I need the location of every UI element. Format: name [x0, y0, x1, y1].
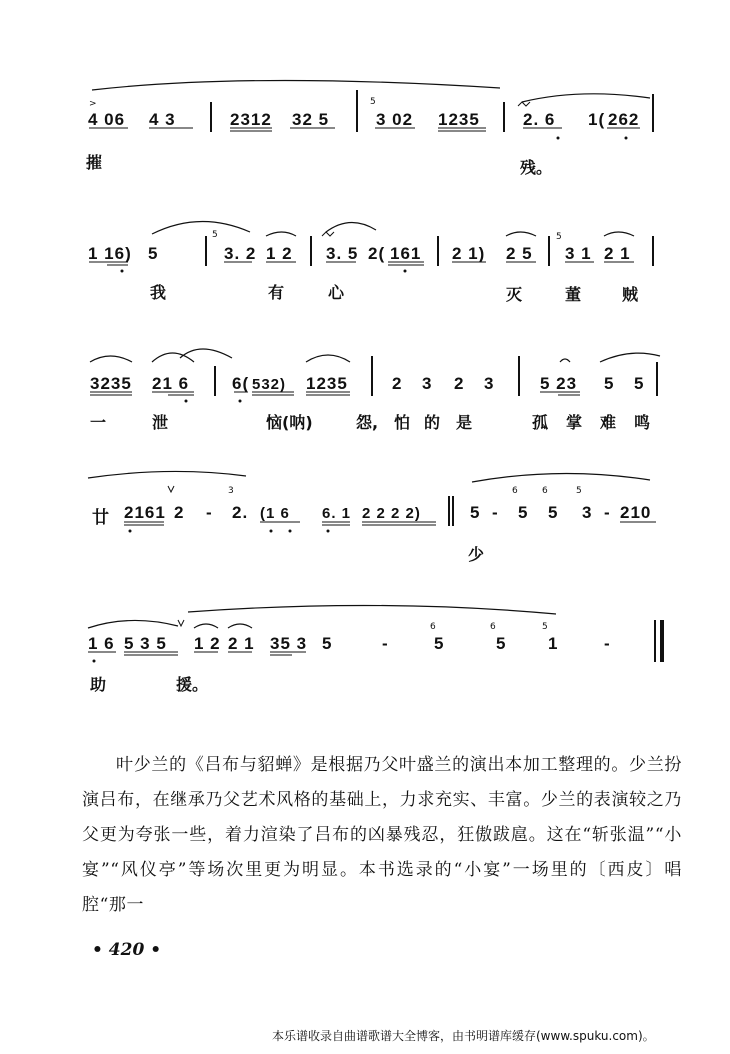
commentary-paragraph: 叶少兰的《吕布与貂蝉》是根据乃父叶盛兰的演出本加工整理的。少兰扮演吕布，在继承乃父艺术风格的基础上，力求充实、丰富。少兰的表演较之乃父更为夸张一些，着力渲染了吕布的凶暴残忍，狂傲跋扈。这在“斩张温”“小宴”“风仪亭”等场次里更为明显。本书选录的“小宴”一场里的〔西皮〕唱腔“那一 [82, 755, 682, 915]
lyric: 有 [268, 283, 285, 302]
notes: 2 [392, 374, 403, 393]
notes: 3 [582, 503, 593, 522]
grace-note: 6 [512, 486, 518, 496]
lyric: 心 [328, 283, 345, 302]
notes: 3. 5 [326, 244, 359, 263]
notes: 5 [322, 634, 333, 653]
notes: 1 6 [88, 634, 115, 653]
notes: 3 1 [565, 244, 592, 263]
notes: 1 2 [194, 634, 221, 653]
notes: 532) [252, 376, 287, 393]
grace-note: 5 [542, 622, 548, 632]
notes: 2 1 [604, 244, 631, 263]
notes: 3. 2 [224, 244, 257, 263]
lyric: 难 [600, 413, 617, 432]
grace-note: 5 [370, 97, 376, 107]
grace-note: 6 [542, 486, 548, 496]
notes: 2. [232, 503, 249, 522]
notes: 5 [604, 374, 615, 393]
notes: - [492, 503, 499, 522]
lyric: 董 [565, 285, 582, 304]
grace-note: 5 [212, 230, 218, 240]
notes: 5 [148, 244, 159, 263]
notes: 1 [548, 634, 559, 653]
lyric: 泄 [152, 413, 169, 432]
notes: 6. 1 [322, 505, 352, 522]
notes: - [382, 634, 389, 653]
notes: 5 [634, 374, 645, 393]
grace-note: 6 [490, 622, 496, 632]
notes: 1235 [438, 110, 480, 129]
notes: 2161 [124, 503, 166, 522]
lyric: 我 [150, 283, 167, 302]
notes: 2 [454, 374, 465, 393]
notes: - [206, 503, 213, 522]
notes: 5 23 [540, 374, 578, 393]
notes: 5 [518, 503, 529, 522]
notes: 1 2 [266, 244, 293, 263]
notes: 1 16) [88, 244, 132, 263]
notes: - [604, 503, 611, 522]
notes: 35 3 [270, 634, 308, 653]
notes: 2 [174, 503, 185, 522]
grace-note: 5 [576, 486, 582, 496]
notes: 3 [484, 374, 495, 393]
notes: 2. 6 [523, 110, 556, 129]
final-barline-thick [660, 620, 664, 662]
grace-note: 6 [430, 622, 436, 632]
notes: 2 2 2 2) [362, 505, 421, 522]
notes: 3 02 [376, 110, 414, 129]
final-barline-thin [654, 620, 656, 662]
lyric: 的 [424, 413, 441, 432]
lyric: 援。 [176, 675, 209, 694]
lyric: 一 [90, 413, 107, 432]
notes: 210 [620, 503, 652, 522]
grace-note: 3 [228, 486, 234, 496]
notes: 32 5 [292, 110, 330, 129]
notes: 3 [422, 374, 433, 393]
source-footer: 本乐谱收录自曲谱歌谱大全博客，由书明谱库缓存(www.spuku.com)。 [272, 1029, 655, 1043]
grace-note: 5 [556, 232, 562, 242]
notes: 5 [496, 634, 507, 653]
lyric: 少 [468, 545, 485, 564]
notes: 2 1 [228, 634, 255, 653]
notes: 6( [232, 374, 250, 393]
notes: 2312 [230, 110, 272, 129]
notes: 2( [368, 244, 386, 263]
notes: 161 [390, 244, 422, 263]
notes: 5 [548, 503, 559, 522]
lyric: 孤 [532, 413, 549, 432]
notes: 5 3 5 [124, 634, 167, 653]
notes: 3235 [90, 374, 132, 393]
lyric: 掌 [566, 413, 583, 432]
notes: 4 3 [149, 110, 176, 129]
notes: 2 5 [506, 244, 533, 263]
lyric: 贼 [622, 285, 639, 304]
notes: - [604, 634, 611, 653]
lyric: 鸣 [634, 413, 651, 432]
notes: 262 [608, 110, 640, 129]
notes: 2 1) [452, 244, 486, 263]
notes: 5 [434, 634, 445, 653]
lyric: 怨, [356, 413, 379, 432]
lyric: 恼(呐) [266, 413, 313, 432]
page-number: • 420 • [92, 940, 162, 960]
lyric: 灭 [506, 285, 523, 304]
lyric: 助 [90, 675, 107, 694]
notes: 1235 [306, 374, 348, 393]
notes: 5 [470, 503, 481, 522]
notes: 21 6 [152, 374, 190, 393]
accent-mark: > [89, 99, 97, 109]
notes: 1( [588, 110, 606, 129]
notes: 廿 [92, 508, 110, 527]
lyric: 残。 [520, 158, 553, 177]
lyric: 怕 [394, 413, 411, 432]
notes: (1 6 [260, 505, 290, 522]
lyric: 是 [456, 413, 473, 432]
notes: 4 06 [88, 110, 126, 129]
lyric: 摧 [86, 153, 103, 172]
